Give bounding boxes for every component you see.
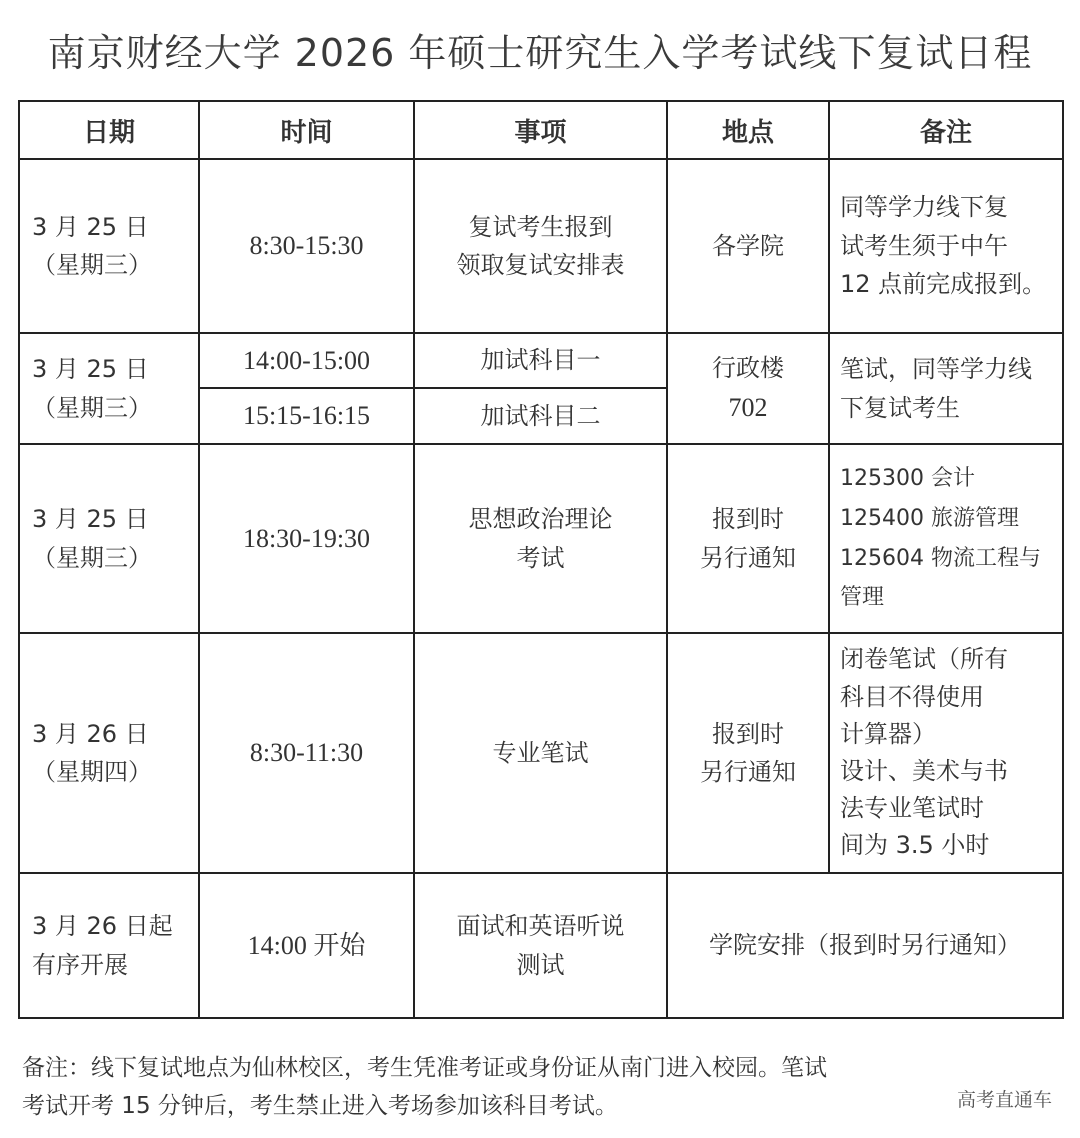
location-line: 报到时 xyxy=(712,505,784,534)
item-cell xyxy=(414,159,667,333)
footer-note xyxy=(22,1050,1062,1126)
note-line: 闭卷笔试（所有 xyxy=(840,645,1008,674)
item-line: 领取复试安排表 xyxy=(456,251,625,279)
note-line: 计算器） xyxy=(840,719,936,748)
weekday-text: （星期三） xyxy=(32,393,152,422)
location-line: 另行通知 xyxy=(700,543,796,572)
item-line: 面试和英语听说 xyxy=(456,912,625,941)
note-line: 125400 旅游管理 xyxy=(840,505,1019,531)
location-line: 报到时 xyxy=(712,719,784,748)
time-cell: 8:30-11:30 xyxy=(199,633,414,873)
location-cell xyxy=(667,333,829,444)
weekday-text: （星期三） xyxy=(32,543,152,572)
note-line: 试考生须于中午 xyxy=(840,231,1008,260)
item-cell: 加试科目一 xyxy=(414,333,667,388)
date-cell xyxy=(19,633,199,873)
location-cell: 各学院 xyxy=(667,159,829,333)
header-note: 备注 xyxy=(829,101,1063,159)
date-cell xyxy=(19,159,199,333)
item-line: 考试 xyxy=(516,543,565,572)
table-row xyxy=(19,333,1063,388)
note-line: 125300 会计 xyxy=(840,466,975,492)
location-cell xyxy=(667,444,829,633)
time-cell: 15:15-16:15 xyxy=(199,388,414,444)
table-row xyxy=(19,444,1063,633)
item-cell xyxy=(414,444,667,633)
header-row xyxy=(19,101,1063,159)
item-line: 思想政治理论 xyxy=(468,505,613,534)
watermark: 高考直通车 xyxy=(956,1089,1052,1111)
note-line: 笔试，同等学力线 xyxy=(840,355,1032,384)
item-cell: 专业笔试 xyxy=(414,633,667,873)
location-line: 702 xyxy=(728,392,768,422)
header-item: 事项 xyxy=(414,101,667,159)
date-text: 3 月 26 日起 xyxy=(32,912,173,941)
time-cell: 8:30-15:30 xyxy=(199,159,414,333)
header-location: 地点 xyxy=(667,101,829,159)
table-row xyxy=(19,633,1063,873)
date-text: 3 月 25 日 xyxy=(32,505,149,534)
date-text: 有序开展 xyxy=(32,950,128,979)
item-cell: 加试科目二 xyxy=(414,388,667,444)
table-row xyxy=(19,873,1063,1018)
weekday-text: （星期三） xyxy=(32,251,152,279)
note-cell xyxy=(829,444,1063,633)
note-line: 间为 3.5 小时 xyxy=(840,831,990,860)
time-cell: 18:30-19:30 xyxy=(199,444,414,633)
footer-line: 考试开考 15 分钟后，考生禁止进入考场参加该科目考试。 xyxy=(22,1092,618,1119)
time-cell: 14:00 开始 xyxy=(199,873,414,1018)
note-cell xyxy=(829,159,1063,333)
location-line: 另行通知 xyxy=(700,758,796,786)
note-line: 法专业笔试时 xyxy=(840,794,984,823)
location-cell xyxy=(667,633,829,873)
location-line: 行政楼 xyxy=(712,353,784,382)
note-cell xyxy=(829,633,1063,873)
header-date: 日期 xyxy=(19,101,199,159)
item-line: 测试 xyxy=(516,950,565,979)
note-line: 下复试考生 xyxy=(840,393,960,422)
date-cell xyxy=(19,333,199,444)
item-line: 复试考生报到 xyxy=(468,212,613,241)
header-time: 时间 xyxy=(199,101,414,159)
table-row xyxy=(19,159,1063,333)
date-cell xyxy=(19,873,199,1018)
note-line: 125604 物流工程与 xyxy=(840,545,1041,571)
time-cell: 14:00-15:00 xyxy=(199,333,414,388)
note-line: 同等学力线下复 xyxy=(840,193,1008,222)
location-note-cell: 学院安排（报到时另行通知） xyxy=(667,873,1063,1018)
date-text: 3 月 26 日 xyxy=(32,719,149,748)
date-text: 3 月 25 日 xyxy=(32,212,149,241)
weekday-text: （星期四） xyxy=(32,758,152,786)
page-title: 南京财经大学 2026 年硕士研究生入学考试线下复试日程 xyxy=(47,31,1033,75)
footer-line: 备注：线下复试地点为仙林校区，考生凭准考证或身份证从南门进入校园。笔试 xyxy=(22,1055,827,1081)
date-cell xyxy=(19,444,199,633)
note-line: 科目不得使用 xyxy=(840,682,984,711)
note-line: 设计、美术与书 xyxy=(840,757,1008,785)
note-cell xyxy=(829,333,1063,444)
note-line: 管理 xyxy=(840,585,885,611)
date-text: 3 月 25 日 xyxy=(32,355,149,384)
item-cell xyxy=(414,873,667,1018)
schedule-table xyxy=(18,100,1064,1019)
note-line: 12 点前完成报到。 xyxy=(840,270,1047,299)
